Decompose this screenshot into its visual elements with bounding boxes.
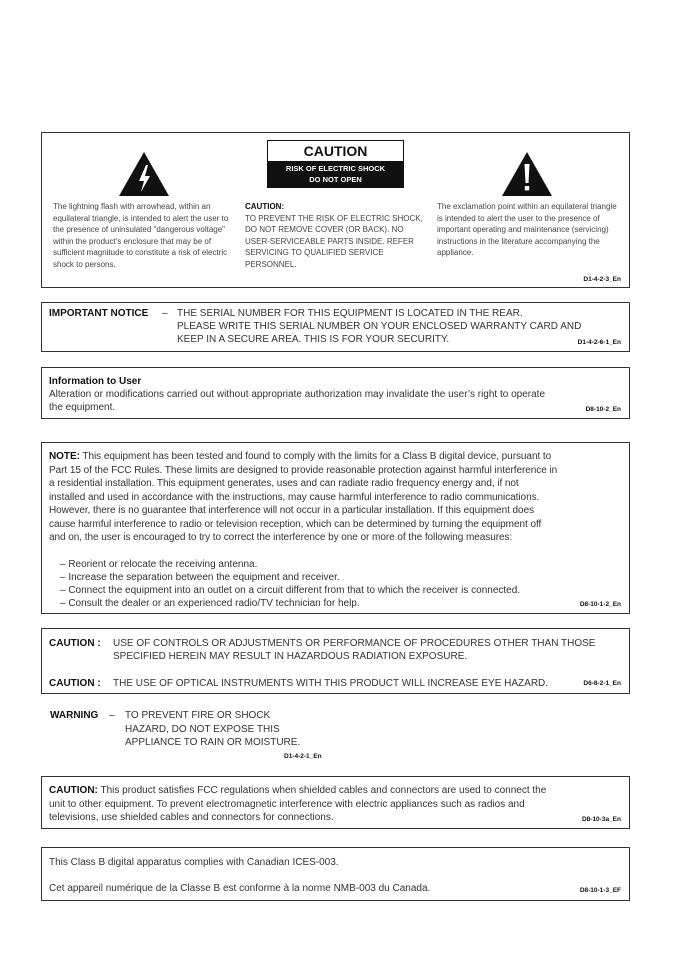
center-caution-text: TO PREVENT THE RISK OF ELECTRIC SHOCK, DO NOT REMOVE COVER (OR BACK). NO USER-SERVICEABLE PARTS INSIDE. REFER SERVICING TO QUALIFIED SERVICE PERSONNEL. bbox=[245, 213, 423, 269]
fcc-note-line: This equipment has been tested and found to comply with the limits for a Class B digital device, pursuant to bbox=[79, 451, 552, 462]
canada-english-line: This Class B digital apparatus complies with Canadian ICES-003. bbox=[49, 857, 339, 868]
warning-line2: HAZARD, DO NOT EXPOSE THIS bbox=[125, 723, 280, 735]
caution-label: CAUTION : bbox=[49, 638, 101, 649]
information-title: Information to User bbox=[49, 376, 142, 387]
exclamation-warning-icon bbox=[501, 151, 553, 197]
laser-caution-box bbox=[41, 628, 630, 694]
reference-code: D1-4-2-6-1_En bbox=[577, 339, 621, 346]
caution-label: CAUTION : bbox=[49, 678, 101, 689]
shielded-line2: unit to other equipment. To prevent electromagnetic interference with electric appliances such as radios and bbox=[49, 798, 525, 810]
laser-caution-line2: SPECIFIED HEREIN MAY RESULT IN HAZARDOUS RADIATION EXPOSURE. bbox=[113, 651, 468, 662]
reference-code: D8-10-2_En bbox=[585, 406, 621, 413]
fcc-measure-item: – Consult the dealer or an experienced radio/TV technician for help. bbox=[60, 598, 360, 609]
exclamation-explanation-text: The exclamation point within an equilateral triangle is intended to alert the user to the presence of important operating and maintenance (servicing) instructions in the literature accompanying the appliance. bbox=[437, 202, 617, 257]
caution-band-line2: DO NOT OPEN bbox=[309, 175, 362, 184]
electric-shock-caution-box bbox=[41, 132, 630, 288]
fcc-note-first-line bbox=[49, 450, 551, 464]
caution-band-line1: RISK OF ELECTRIC SHOCK bbox=[285, 164, 386, 173]
fcc-note-line: However, there is no guarantee that interference will not occur in a particular installation. If this equipment does bbox=[49, 505, 535, 516]
fcc-note-line: installed and used in accordance with the instructions, may cause harmful interference to radio communications. bbox=[49, 491, 540, 503]
caution-plate bbox=[267, 140, 404, 188]
shielded-first-line bbox=[49, 784, 546, 798]
shielded-line3: televisions, use shielded cables and connectors for connections. bbox=[49, 812, 334, 823]
reference-code: D8-10-1-2_En bbox=[579, 601, 621, 608]
canada-compliance-box bbox=[41, 847, 630, 901]
important-notice-dash: – bbox=[162, 308, 168, 319]
warning-line1: TO PREVENT FIRE OR SHOCK bbox=[125, 710, 271, 721]
warning-label: WARNING bbox=[50, 710, 99, 721]
important-notice-box bbox=[41, 302, 630, 352]
warning-line3: APPLIANCE TO RAIN OR MOISTURE. bbox=[125, 737, 301, 748]
important-notice-line2: PLEASE WRITE THIS SERIAL NUMBER ON YOUR ENCLOSED WARRANTY CARD AND bbox=[177, 321, 582, 332]
caution-plate-band bbox=[268, 161, 403, 187]
warning-dash: – bbox=[109, 710, 115, 721]
eye-hazard-text: THE USE OF OPTICAL INSTRUMENTS WITH THIS PRODUCT WILL INCREASE EYE HAZARD. bbox=[113, 678, 549, 689]
shielded-cables-box bbox=[41, 776, 630, 829]
important-notice-label: IMPORTANT NOTICE bbox=[49, 308, 149, 319]
reference-code: D8-10-1-3_EF bbox=[579, 887, 621, 894]
information-line1: Alteration or modifications carried out without appropriate authorization may invalidate the user’s right to operate bbox=[49, 389, 546, 400]
reference-code: D6-8-2-1_En bbox=[583, 680, 621, 687]
center-caution-block bbox=[245, 201, 427, 270]
caution-plate-title: CAUTION bbox=[303, 143, 368, 159]
fcc-measure-item: – Increase the separation between the equipment and receiver. bbox=[60, 572, 340, 583]
shielded-caution-label: CAUTION: bbox=[49, 785, 98, 796]
center-caution-label: CAUTION: bbox=[245, 202, 285, 211]
fcc-note-line: Part 15 of the FCC Rules. These limits are designed to provide reasonable protection against harmful interference in bbox=[49, 464, 558, 476]
reference-code: D1-4-2-3_En bbox=[583, 276, 621, 283]
important-notice-line3: KEEP IN A SECURE AREA. THIS IS FOR YOUR SECURITY. bbox=[177, 334, 450, 345]
reference-code: D1-4-2-1_En bbox=[284, 753, 322, 760]
fcc-note-line: a residential installation. This equipment generates, uses and can radiate radio frequency energy and, if not bbox=[49, 478, 519, 489]
fcc-note-line: and on, the user is encouraged to try to correct the interference by one or more of the following measures: bbox=[49, 532, 513, 543]
canada-french-line: Cet appareil numérique de la Classe B est conforme à la norme NMB-003 du Canada. bbox=[49, 883, 431, 894]
lightning-explanation-text: The lightning flash with arrowhead, within an equilateral triangle, is intended to alert the user to the presence of uninsulated "dangerous voltage" within the product's enclosure that may be of sufficient magnitude to constitute a risk of electric shock to persons. bbox=[53, 202, 229, 269]
fcc-measure-item: – Connect the equipment into an outlet on a circuit different from that to which the receiver is connected. bbox=[60, 585, 521, 596]
information-line2: the equipment. bbox=[49, 402, 116, 413]
lightning-warning-icon bbox=[118, 151, 170, 197]
laser-caution-line1: USE OF CONTROLS OR ADJUSTMENTS OR PERFORMANCE OF PROCEDURES OTHER THAN THOSE bbox=[113, 638, 596, 649]
fcc-note-line: cause harmful interference to radio or television reception, which can be determined by turning the equipment off bbox=[49, 518, 542, 530]
fcc-note-label: NOTE: bbox=[49, 451, 80, 462]
fcc-note-box bbox=[41, 442, 630, 614]
reference-code: D8-10-3a_En bbox=[581, 816, 621, 823]
information-to-user-box bbox=[41, 367, 630, 419]
shielded-line1: This product satisfies FCC regulations when shielded cables and connectors are used to connect the bbox=[97, 785, 547, 796]
important-notice-line1: THE SERIAL NUMBER FOR THIS EQUIPMENT IS LOCATED IN THE REAR. bbox=[177, 308, 523, 319]
fcc-measure-item: – Reorient or relocate the receiving antenna. bbox=[60, 559, 258, 570]
